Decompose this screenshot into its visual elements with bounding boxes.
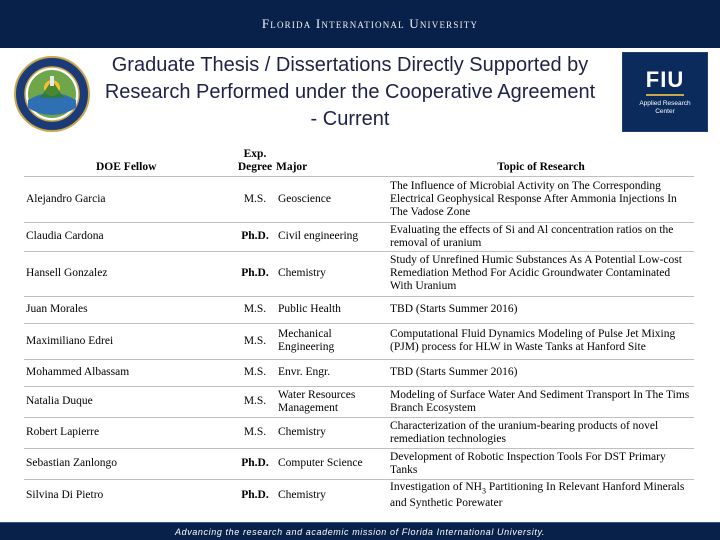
university-name: Florida International University <box>261 16 479 31</box>
fiu-mark: FIU <box>646 68 684 96</box>
fellow-name: Maximiliano Edrei <box>24 323 234 359</box>
major: Envr. Engr. <box>276 359 388 386</box>
major: Chemistry <box>276 479 388 511</box>
degree: Ph.D. <box>234 222 276 251</box>
degree: Ph.D. <box>234 251 276 296</box>
fiu-sub-label: Applied Research Center <box>639 100 691 115</box>
fellow-name: Claudia Cardona <box>24 222 234 251</box>
fellows-table-container <box>24 140 694 511</box>
table-row <box>24 386 694 417</box>
major: Public Health <box>276 296 388 323</box>
fellow-name: Alejandro Garcia <box>24 176 234 222</box>
table-row <box>24 296 694 323</box>
table-row <box>24 176 694 222</box>
doe-seal-logo <box>14 56 90 132</box>
header-topic: Topic of Research <box>497 160 585 173</box>
table-row <box>24 359 694 386</box>
degree: M.S. <box>234 296 276 323</box>
major: Geoscience <box>276 176 388 222</box>
research-topic: TBD (Starts Summer 2016) <box>388 296 694 323</box>
footer-bar <box>0 522 720 540</box>
topic-text: Investigation of NH <box>390 480 482 493</box>
fellow-name: Mohammed Albassam <box>24 359 234 386</box>
research-topic: TBD (Starts Summer 2016) <box>388 359 694 386</box>
degree: M.S. <box>234 323 276 359</box>
major: Civil engineering <box>276 222 388 251</box>
subscript-text: 3 <box>481 485 486 495</box>
major: Water Resources Management <box>276 386 388 417</box>
fellow-name: Robert Lapierre <box>24 417 234 448</box>
research-topic: Computational Fluid Dynamics Modeling of Pulse Jet Mixing (PJM) process for HLW in Waste Tanks at Hanford Site <box>388 323 694 359</box>
fellow-name: Hansell Gonzalez <box>24 251 234 296</box>
degree: Ph.D. <box>234 479 276 511</box>
fiu-arc-logo <box>622 52 708 132</box>
research-topic: Development of Robotic Inspection Tools For DST Primary Tanks <box>388 448 694 479</box>
header-major: Major <box>276 160 308 173</box>
fellow-name: Silvina Di Pietro <box>24 479 234 511</box>
research-topic: Evaluating the effects of Si and Al concentration ratios on the removal of uranium <box>388 222 694 251</box>
fellow-name: Natalia Duque <box>24 386 234 417</box>
research-topic: Modeling of Surface Water And Sediment Transport In The Tims Branch Ecosystem <box>388 386 694 417</box>
major: Mechanical Engineering <box>276 323 388 359</box>
degree: M.S. <box>234 176 276 222</box>
degree: Ph.D. <box>234 448 276 479</box>
topic-text: Partitioning In Relevant Hanford Minerals and Synthetic Porewater <box>390 480 685 509</box>
header-doe-fellow: DOE Fellow <box>96 160 157 173</box>
research-topic: The Influence of Microbial Activity on The Corresponding Electrical Geophysical Response After Ammonia Injections In The Vadose Zone <box>388 176 694 222</box>
table-row <box>24 222 694 251</box>
footer-tagline: Advancing the research and academic mission of Florida International University. <box>175 526 545 537</box>
major: Chemistry <box>276 251 388 296</box>
degree: M.S. <box>234 359 276 386</box>
table-row <box>24 479 694 511</box>
slide-title: Graduate Thesis / Dissertations Directly Supported by Research Performed under the Cooperative Agreement - Current <box>104 54 596 130</box>
research-topic <box>388 479 694 511</box>
degree: M.S. <box>234 417 276 448</box>
research-topic: Study of Unrefined Humic Substances As A Potential Low-cost Remediation Method For Acidic Groundwater Contaminated With Uranium <box>388 251 694 296</box>
title-area <box>0 48 720 140</box>
fellows-table <box>24 140 694 511</box>
degree: M.S. <box>234 386 276 417</box>
table-row <box>24 323 694 359</box>
table-row <box>24 417 694 448</box>
research-topic: Characterization of the uranium-bearing products of novel remediation technologies <box>388 417 694 448</box>
table-row <box>24 448 694 479</box>
header-exp-degree: Exp. Degree <box>237 147 273 173</box>
table-row <box>24 251 694 296</box>
fellow-name: Sebastian Zanlongo <box>24 448 234 479</box>
fellow-name: Juan Morales <box>24 296 234 323</box>
header-bar <box>0 0 720 48</box>
table-header-row <box>24 140 694 176</box>
major: Computer Science <box>276 448 388 479</box>
major: Chemistry <box>276 417 388 448</box>
